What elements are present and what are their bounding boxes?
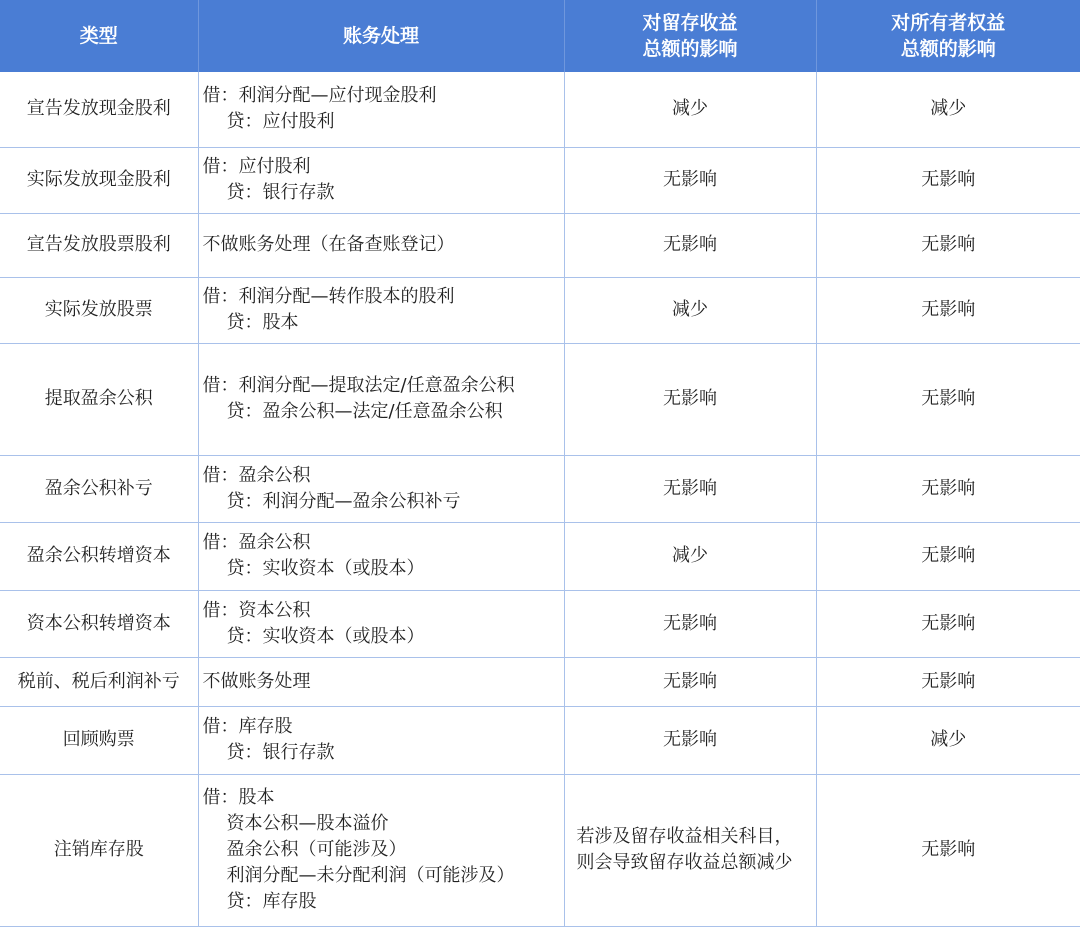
- equity-effect-cell: 无影响: [816, 147, 1080, 213]
- table-row: [0, 590, 1080, 657]
- accounting-line: 不做账务处理（在备查账登记）: [202, 234, 455, 255]
- accounting-cell: [198, 455, 564, 522]
- type-cell: 回顾购票: [0, 706, 198, 774]
- accounting-line: 贷：银行存款: [226, 742, 335, 763]
- type-cell: 资本公积转增资本: [0, 590, 198, 657]
- accounting-cell: [198, 657, 564, 706]
- header-type: 类型: [0, 0, 198, 72]
- retained-effect-cell: 无影响: [564, 657, 816, 706]
- accounting-line: 利润分配—未分配利润（可能涉及）: [226, 865, 515, 886]
- type-cell: 宣告发放现金股利: [0, 72, 198, 147]
- accounting-line: 贷：股本: [226, 312, 299, 333]
- equity-effect-cell: 无影响: [816, 213, 1080, 277]
- accounting-line: 贷：库存股: [226, 891, 317, 912]
- header-accounting: 账务处理: [198, 0, 564, 72]
- table-row: [0, 343, 1080, 455]
- retained-effect-cell: 减少: [564, 277, 816, 343]
- type-cell: 盈余公积转增资本: [0, 522, 198, 590]
- retained-effect-line: 若涉及留存收益相关科目，: [576, 826, 793, 847]
- equity-effect-cell: 无影响: [816, 343, 1080, 455]
- accounting-line: 贷：盈余公积—法定/任意盈余公积: [226, 401, 503, 422]
- accounting-line: 借：盈余公积: [202, 532, 311, 553]
- accounting-line: 资本公积—股本溢价: [226, 813, 389, 834]
- accounting-cell: [198, 590, 564, 657]
- table-row: [0, 657, 1080, 706]
- table-row: [0, 455, 1080, 522]
- type-cell: 税前、税后利润补亏: [0, 657, 198, 706]
- table-row: [0, 774, 1080, 926]
- type-cell: 实际发放现金股利: [0, 147, 198, 213]
- accounting-line: 借：利润分配—提取法定/任意盈余公积: [202, 375, 515, 396]
- equity-effect-cell: 无影响: [816, 277, 1080, 343]
- retained-effect-cell: 减少: [564, 72, 816, 147]
- table-row: [0, 277, 1080, 343]
- accounting-cell: [198, 343, 564, 455]
- accounting-line: 贷：应付股利: [226, 111, 335, 133]
- header-row: [0, 0, 1080, 72]
- retained-effect-cell: 无影响: [564, 343, 816, 455]
- equity-effect-cell: 无影响: [816, 455, 1080, 522]
- equity-effect-cell: 减少: [816, 706, 1080, 774]
- equity-effect-cell: 无影响: [816, 657, 1080, 706]
- retained-effect-cell: 无影响: [564, 213, 816, 277]
- table-row: [0, 72, 1080, 147]
- accounting-line: 盈余公积（可能涉及）: [226, 839, 407, 860]
- accounting-cell: [198, 277, 564, 343]
- accounting-cell: [198, 706, 564, 774]
- type-cell: 盈余公积补亏: [0, 455, 198, 522]
- header-retained-line2: 总额的影响: [642, 38, 738, 60]
- accounting-line: 借：应付股利: [202, 156, 311, 177]
- header-equity-line1: 对所有者权益: [891, 12, 1006, 34]
- equity-effect-cell: 无影响: [816, 522, 1080, 590]
- equity-effect-cell: 无影响: [816, 774, 1080, 926]
- type-cell: 注销库存股: [0, 774, 198, 926]
- accounting-line: 借：盈余公积: [202, 464, 311, 486]
- type-cell: 实际发放股票: [0, 277, 198, 343]
- table-row: [0, 147, 1080, 213]
- type-cell: 宣告发放股票股利: [0, 213, 198, 277]
- accounting-line: 借：库存股: [202, 716, 293, 737]
- retained-effect-cell: 减少: [564, 522, 816, 590]
- equity-effect-cell: 减少: [816, 72, 1080, 147]
- header-retained-line1: 对留存收益: [642, 12, 738, 34]
- accounting-cell: [198, 522, 564, 590]
- equity-effect-cell: 无影响: [816, 590, 1080, 657]
- retained-effect-cell: 无影响: [564, 455, 816, 522]
- accounting-line: 借：资本公积: [202, 599, 311, 621]
- table-row: [0, 706, 1080, 774]
- accounting-line: 贷：实收资本（或股本）: [226, 558, 425, 579]
- table-row: [0, 213, 1080, 277]
- accounting-cell: [198, 213, 564, 277]
- header-equity-effect: [816, 0, 1080, 72]
- accounting-line: 不做账务处理: [202, 670, 311, 692]
- table-row: [0, 522, 1080, 590]
- header-equity-line2: 总额的影响: [900, 38, 996, 60]
- accounting-line: 贷：利润分配—盈余公积补亏: [226, 490, 461, 512]
- retained-effect-cell: 无影响: [564, 590, 816, 657]
- accounting-line: 借：利润分配—转作股本的股利: [202, 286, 455, 307]
- accounting-cell: [198, 774, 564, 926]
- accounting-line: 借：股本: [202, 787, 275, 808]
- retained-effect-cell: 无影响: [564, 147, 816, 213]
- retained-effect-cell: [564, 774, 816, 926]
- accounting-line: 贷：银行存款: [226, 182, 335, 203]
- accounting-line: 贷：实收资本（或股本）: [226, 625, 425, 647]
- type-cell: 提取盈余公积: [0, 343, 198, 455]
- accounting-line: 借：利润分配—应付现金股利: [202, 85, 437, 107]
- retained-effect-cell: 无影响: [564, 706, 816, 774]
- accounting-cell: [198, 72, 564, 147]
- retained-effect-line: 则会导致留存收益总额减少: [576, 852, 793, 873]
- header-retained-earnings-effect: [564, 0, 816, 72]
- accounting-cell: [198, 147, 564, 213]
